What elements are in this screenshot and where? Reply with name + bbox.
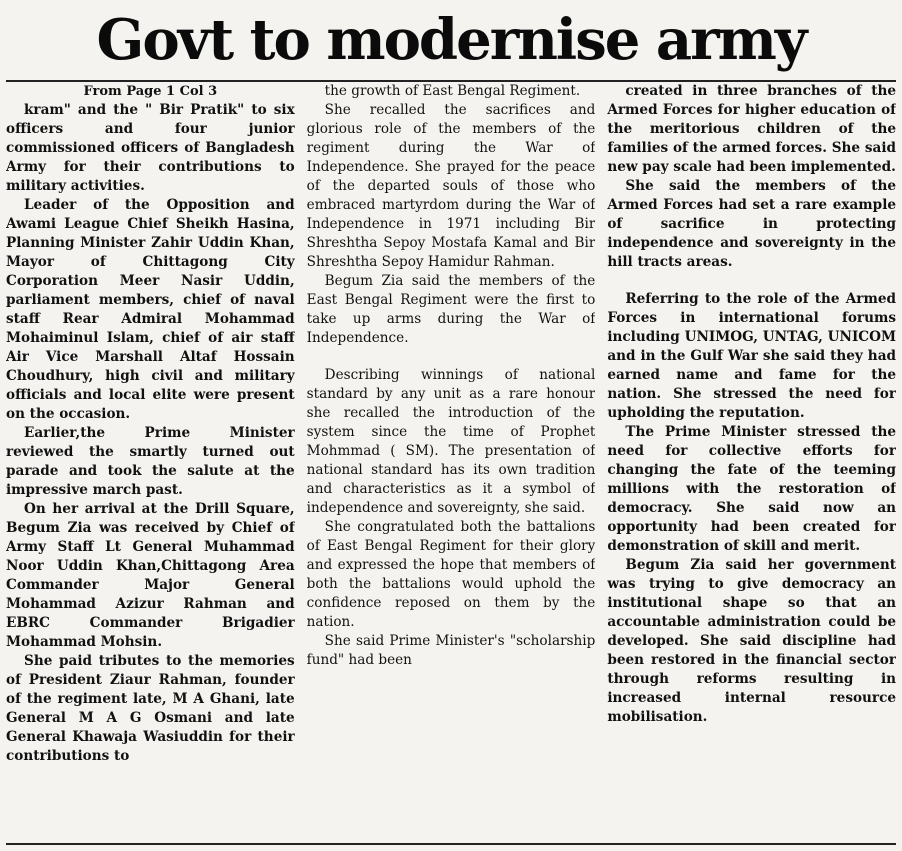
article-body [6, 82, 896, 842]
paragraph: The Prime Minister stressed the need for collective efforts for changing the fate of the teeming millions with the restoration of democracy. She said now an opportunity had been created for demonstration of skill and merit. [607, 424, 897, 554]
paragraph: Begum Zia said her government was trying to give democracy an institutional shape so that an accountable administration could be developed. She said discipline had been restored in the financial sector through reforms resulting in increased internal resource mobilisation. [607, 557, 897, 725]
paragraph: the growth of East Bengal Regiment. [324, 83, 581, 99]
paragraph: She recalled the sacrifices and glorious role of the members of the regiment during the War of Independence. She prayed for the peace of the departed souls of those who embraced martyrdom during the War of Independence in 1971 including Bir Shreshtha Sepoy Mostafa Kamal and Bir Shreshtha Sepoy Hamidur Rahman. [306, 102, 596, 270]
paragraph: kram" and the " Bir Pratik" to six officers and four junior commissioned officers of Bangladesh Army for their contributions to military activities. [6, 102, 295, 194]
paragraph: She said the members of the Armed Forces had set a rare example of sacrifice in protecting independence and sovereignty in the hill tracts areas. [607, 178, 897, 270]
paragraph: She congratulated both the battalions of East Bengal Regiment for their glory and expressed the hope that members of both the battalions would uphold the confidence reposed on them by the nation. [306, 519, 596, 630]
headline: Govt to modernise army [96, 7, 806, 73]
paragraph: Describing winnings of national standard by any unit as a rare honour she recalled the introduction of the system since the time of Prophet Mohmmad ( SM). The presentation of national standard has its own tradition and characteristics as it a symbol of independence and sovereignty, she said. [306, 367, 596, 516]
paragraph: Leader of the Opposition and Awami League Chief Sheikh Hasina, Planning Minister Zahir Uddin Khan, Mayor of Chittagong City Corporation Meer Nasir Uddin, parliament members, chief of naval staff Rear Admiral Mohammad Mohaiminul Islam, chief of air staff Air Vice Marshall Altaf Hossain Choudhury, high civil and military officials and local elite were present on the occasion. [6, 197, 295, 422]
paragraph: Referring to the role of the Armed Forces in international forums including UNIMOG, UNTAG, UNICOM and in the Gulf War she said they had earned name and fame for the nation. She stressed the need for upholding the reputation. [607, 291, 897, 421]
paragraph: She paid tributes to the memories of President Ziaur Rahman, founder of the regiment late, M A Ghani, late General M A G Osmani and late General Khawaja Wasiuddin for their contributions to [6, 653, 295, 764]
column-3 [607, 82, 896, 842]
paragraph: Begum Zia said the members of the East Bengal Regiment were the first to take up arms during the War of Independence. [306, 273, 596, 346]
column-2 [307, 82, 596, 842]
bottom-rule [6, 843, 896, 845]
paragraph: Earlier,the Prime Minister reviewed the smartly turned out parade and took the salute at the impressive march past. [6, 425, 295, 498]
paragraph: She said Prime Minister's "scholarship fund" had been [306, 633, 596, 668]
dateline: From Page 1 Col 3 [83, 84, 218, 99]
paragraph: created in three branches of the Armed Forces for higher education of the meritorious children of the families of the armed forces. She said new pay scale had been implemented. [607, 83, 897, 175]
paragraph: On her arrival at the Drill Square, Begum Zia was received by Chief of Army Staff Lt General Muhammad Noor Uddin Khan,Chittagong Area Commander Major General Mohammad Azizur Rahman and EBRC Commander Brigadier Mohammad Mohsin. [6, 501, 295, 650]
column-1 [6, 82, 295, 842]
